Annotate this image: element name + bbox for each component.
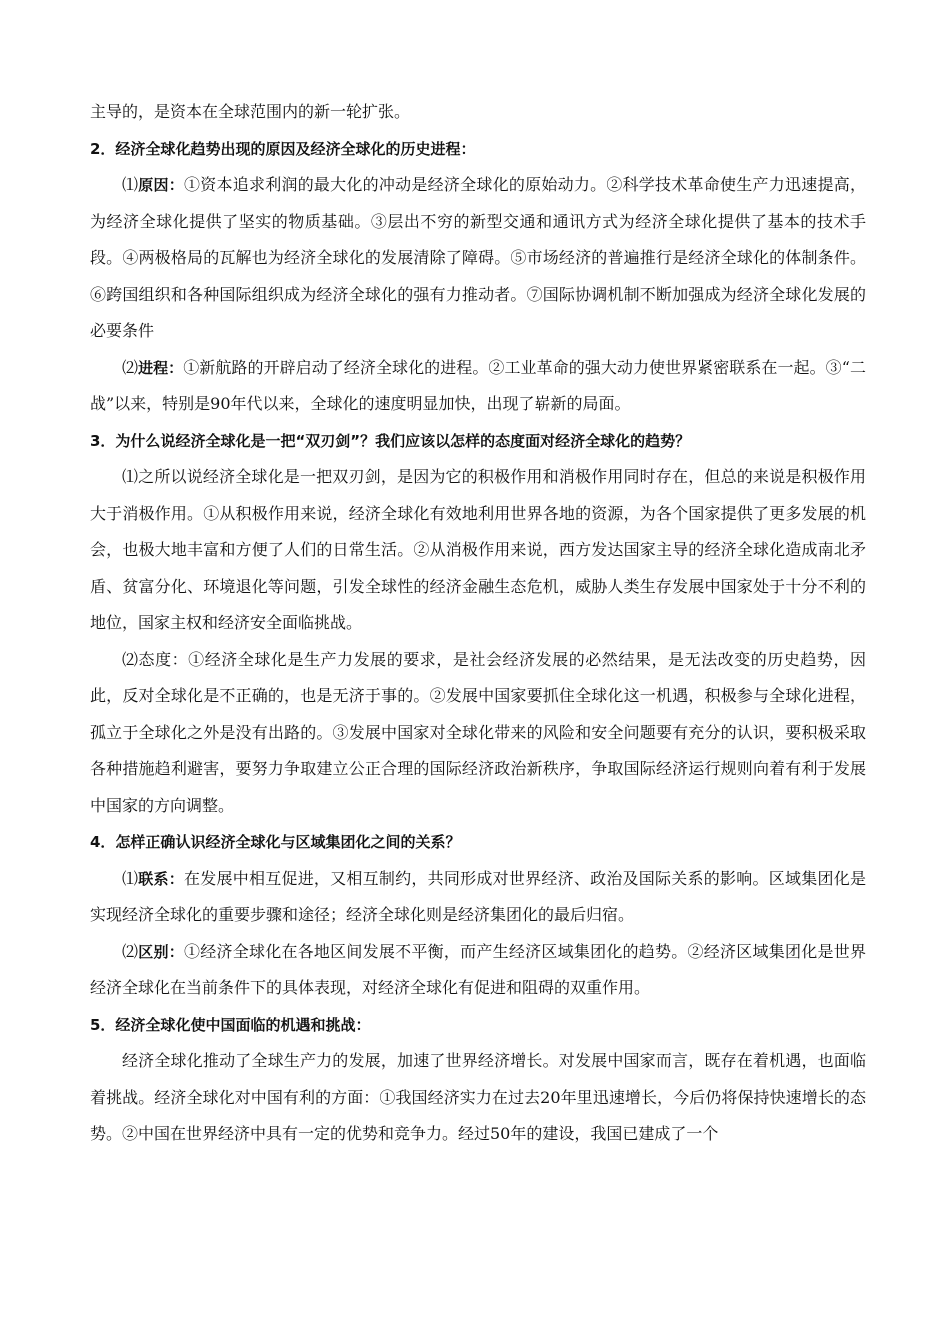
connection-text: 在发展中相互促进，又相互制约，共同形成对世界经济、政治及国际关系的影响。区域集团化是实现经济全球化的重要步骤和途径；经济全球化则是经济集团化的最后归宿。 — [90, 868, 866, 924]
item-number: ⑵ — [122, 357, 139, 377]
label-connection: 联系： — [138, 869, 184, 888]
paragraph-process — [90, 350, 866, 423]
paragraph-opportunities: 经济全球化推动了全球生产力的发展，加速了世界经济增长。对发展中国家而言，既存在着机遇，也面临着挑战。经济全球化对中国有利的方面：①我国经济实力在过去20年里迅速增长，今后仍将保持快速增长的态势。②中国在世界经济中具有一定的优势和竞争力。经过50年的建设，我国已建成了一个 — [90, 1051, 866, 1143]
paragraph-intro: 主导的，是资本在全球范围内的新一轮扩张。 — [90, 102, 411, 121]
item-number: ⑵ — [122, 941, 139, 961]
item-number: ⑴ — [122, 175, 139, 194]
heading-section-5: 5．经济全球化使中国面临的机遇和挑战： — [90, 1015, 371, 1034]
label-process: 进程： — [138, 358, 184, 377]
document-page — [90, 94, 866, 1153]
heading-section-3: 3．为什么说经济全球化是一把“双刃剑”？我们应该以怎样的态度面对经济全球化的趋势？ — [90, 431, 691, 450]
heading-section-4: 4．怎样正确认识经济全球化与区域集团化之间的关系？ — [90, 833, 461, 851]
heading-section-2: 2．经济全球化趋势出现的原因及经济全球化的历史进程： — [90, 139, 476, 158]
paragraph-connection — [90, 861, 866, 934]
label-causes: 原因： — [138, 176, 184, 194]
paragraph-double-edged: ⑴之所以说经济全球化是一把双刃剑，是因为它的积极作用和消极作用同时存在，但总的来说是积极作用大于消极作用。①从积极作用来说，经济全球化有效地利用世界各地的资源，为各个国家提供了更多发展的机会，也极大地丰富和方便了人们的日常生活。②从消极作用来说，西方发达国家主导的经济全球化造成南北矛盾、贫富分化、环境退化等问题，引发全球性的经济金融生态危机，威胁人类生存发展中国家处于十分不利的地位，国家主权和经济安全面临挑战。 — [90, 467, 866, 632]
paragraph-difference — [90, 934, 866, 1007]
paragraph-attitude: ⑵态度：①经济全球化是生产力发展的要求，是社会经济发展的必然结果，是无法改变的历史趋势，因此，反对全球化是不正确的，也是无济于事的。②发展中国家要抓住全球化这一机遇，积极参与全球化进程，孤立于全球化之外是没有出路的。③发展中国家对全球化带来的风险和安全问题要有充分的认识，要积极采取各种措施趋利避害，要努力争取建立公正合理的国际经济政治新秩序，争取国际经济运行规则向着有利于发展中国家的方向调整。 — [90, 649, 866, 815]
process-text: ①新航路的开辟启动了经济全球化的进程。②工业革命的强大动力使世界紧密联系在一起。③“二战”以来，特别是90年代以来，全球化的速度明显加快，出现了崭新的局面。 — [90, 357, 866, 413]
label-difference: 区别： — [138, 942, 184, 961]
paragraph-causes — [90, 167, 866, 350]
item-number: ⑴ — [122, 868, 139, 888]
causes-text: ①资本追求利润的最大化的冲动是经济全球化的原始动力。②科学技术革命使生产力迅速提高，为经济全球化提供了坚实的物质基础。③层出不穷的新型交通和通讯方式为经济全球化提供了基本的技术手段。④两极格局的瓦解也为经济全球化的发展清除了障碍。⑤市场经济的普遍推行是经济全球化的体制条件。⑥跨国组织和各种国际组织成为经济全球化的强有力推动者。⑦国际协调机制不断加强成为经济全球化发展的必要条件 — [90, 175, 866, 340]
difference-text: ①经济全球化在各地区间发展不平衡，而产生经济区域集团化的趋势。②经济区域集团化是世界经济全球化在当前条件下的具体表现，对经济全球化有促进和阻碍的双重作用。 — [90, 941, 866, 997]
